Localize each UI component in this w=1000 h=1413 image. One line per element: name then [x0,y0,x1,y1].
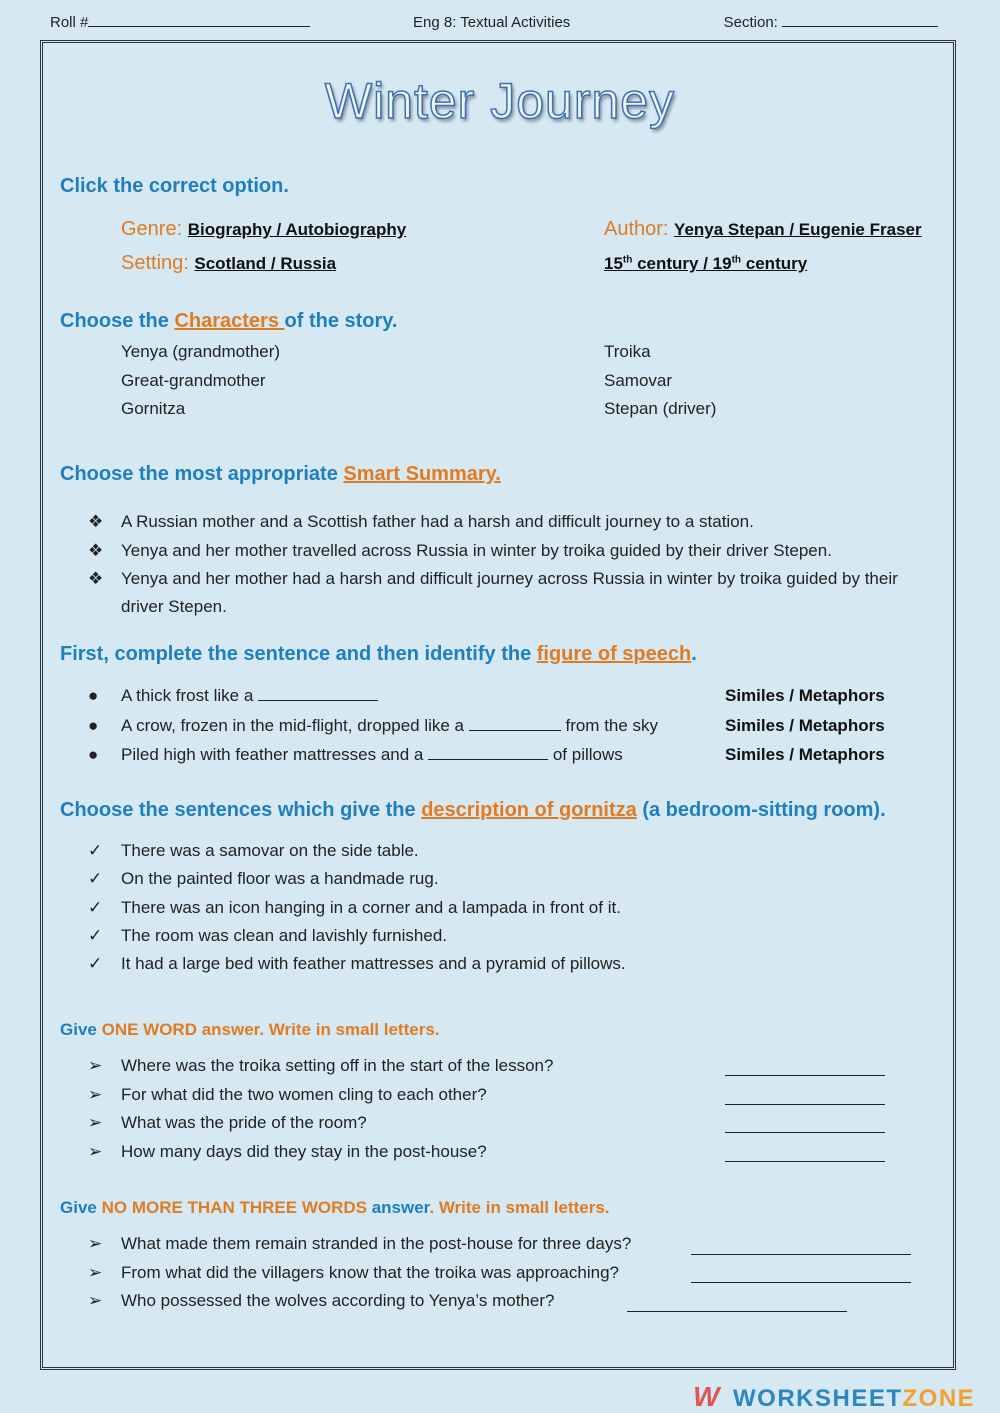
bullet-icon: ● [88,716,99,735]
summary-option[interactable]: ❖ Yenya and her mother had a harsh and difficult journey across Russia in winter by troika guided by their driver Stepen. [88,565,908,621]
diamond-bullet-icon: ❖ [88,512,104,531]
question-item: ➢ What was the pride of the room? [88,1113,367,1132]
answer-blank[interactable] [258,688,378,701]
character-option[interactable]: Gornitza [121,399,186,418]
genre-options[interactable]: Biography / Autobiography [187,220,407,239]
century-options[interactable]: 15th century / 19th century [604,254,808,273]
character-option[interactable]: Stepan (driver) [604,399,717,418]
question-item: ➢ Who possessed the wolves according to Yenya’s mother? [88,1291,555,1310]
roll-number-field[interactable] [50,14,310,31]
section-field[interactable] [724,14,938,31]
sentence-item: ● Piled high with feather mattresses and a of pillows [88,745,623,764]
question-item: ➢ For what did the two women cling to each other? [88,1085,487,1104]
one-word-heading: Give ONE WORD answer. Write in small letters. [60,1020,440,1039]
roll-label: Roll # [50,14,89,31]
author-options[interactable]: Yenya Stepan / Eugenie Fraser [674,220,922,239]
author-question [604,218,922,241]
arrow-bullet-icon: ➢ [88,1234,103,1253]
checkmark-icon: ✓ [88,898,103,917]
logo-text-b: ZONE [902,1385,976,1412]
character-option[interactable]: Great-grandmother [121,371,266,390]
section-click-option-heading: Click the correct option. [60,175,289,197]
figure-options[interactable]: Similes / Metaphors [725,716,885,735]
answer-blank[interactable] [428,747,548,760]
section-label: Section: [723,14,778,31]
bullet-icon: ● [88,745,99,764]
arrow-bullet-icon: ➢ [88,1056,103,1075]
bullet-icon: ● [88,686,99,705]
answer-line[interactable] [725,1160,885,1162]
diamond-bullet-icon: ❖ [88,541,104,560]
answer-line[interactable] [691,1253,911,1255]
answer-line[interactable] [725,1131,885,1133]
diamond-bullet-icon: ❖ [88,569,104,588]
section-blank [782,14,938,27]
arrow-bullet-icon: ➢ [88,1085,103,1104]
setting-question [121,252,336,275]
sentence-item: ● A thick frost like a [88,686,378,706]
figure-options[interactable]: Similes / Metaphors [725,686,885,705]
checkmark-icon: ✓ [88,954,103,973]
page-title: Winter Journey [324,73,676,129]
smart-summary-heading: Choose the most appropriate Smart Summary. [60,463,501,485]
author-label: Author: [604,218,669,240]
setting-label: Setting: [121,252,189,274]
question-item: ➢ How many days did they stay in the post-house? [88,1142,487,1161]
gornitza-heading: Choose the sentences which give the description of gornitza (a bedroom-sitting room). [60,799,886,821]
description-option[interactable]: ✓ The room was clean and lavishly furnished. [88,926,447,945]
description-option[interactable]: ✓ There was an icon hanging in a corner and a lampada in front of it. [88,898,621,917]
checkmark-icon: ✓ [88,869,103,888]
genre-question [121,218,406,241]
figure-of-speech-heading: First, complete the sentence and then identify the figure of speech. [60,643,697,665]
characters-heading: Choose the Characters of the story. [60,310,398,332]
answer-blank[interactable] [469,718,561,731]
arrow-bullet-icon: ➢ [88,1291,103,1310]
arrow-bullet-icon: ➢ [88,1113,103,1132]
question-item: ➢ What made them remain stranded in the post-house for three days? [88,1234,632,1253]
century-question [604,252,807,275]
character-option[interactable]: Yenya (grandmother) [121,342,281,361]
sentence-item: ● A crow, frozen in the mid-flight, dropped like a from the sky [88,716,659,735]
character-option[interactable]: Troika [604,342,651,361]
page-header [50,14,938,36]
header-course: Eng 8: Textual Activities [413,14,571,31]
arrow-bullet-icon: ➢ [88,1263,103,1282]
character-option[interactable]: Samovar [604,371,673,390]
description-option[interactable]: ✓ On the painted floor was a handmade rug. [88,869,439,888]
answer-line[interactable] [725,1103,885,1105]
question-item: ➢ Where was the troika setting off in the start of the lesson? [88,1056,554,1075]
answer-line[interactable] [627,1310,847,1312]
description-option[interactable]: ✓ There was a samovar on the side table. [88,841,419,860]
summary-option[interactable]: ❖ A Russian mother and a Scottish father had a harsh and difficult journey to a station. [88,512,754,531]
setting-options[interactable]: Scotland / Russia [194,254,337,273]
logo-text-a: WORKSHEET [733,1385,903,1412]
description-option[interactable]: ✓ It had a large bed with feather mattresses and a pyramid of pillows. [88,954,626,973]
answer-line[interactable] [691,1281,911,1283]
answer-line[interactable] [725,1074,885,1076]
checkmark-icon: ✓ [88,926,103,945]
genre-label: Genre: [121,218,183,240]
worksheetzone-logo [693,1381,1000,1412]
figure-options[interactable]: Similes / Metaphors [725,745,885,764]
logo-mark: W [693,1381,721,1412]
three-words-heading: Give NO MORE THAN THREE WORDS answer. Write in small letters. [60,1198,610,1217]
arrow-bullet-icon: ➢ [88,1142,103,1161]
checkmark-icon: ✓ [88,841,103,860]
question-item: ➢ From what did the villagers know that the troika was approaching? [88,1263,619,1282]
summary-option[interactable]: ❖ Yenya and her mother travelled across Russia in winter by troika guided by their driver Stepen. [88,541,832,560]
roll-blank [88,14,310,27]
